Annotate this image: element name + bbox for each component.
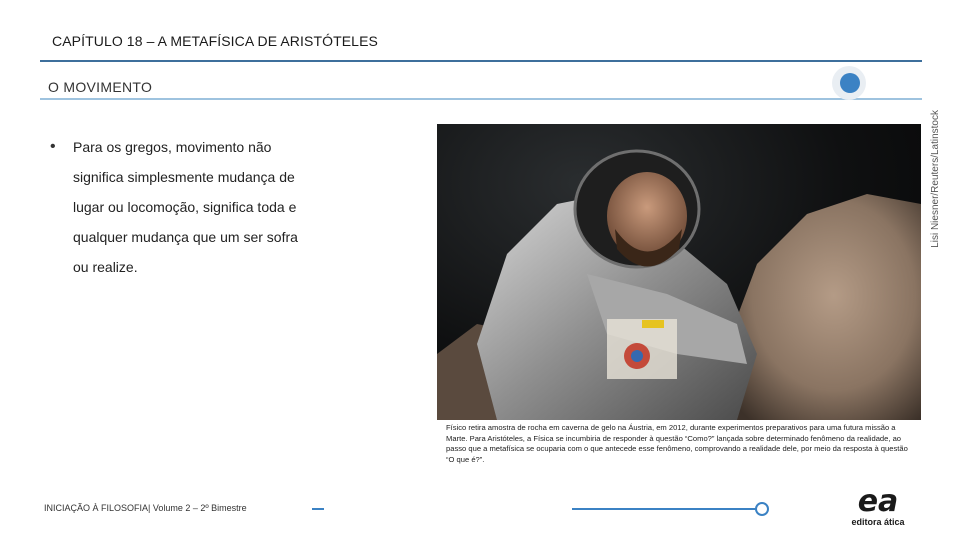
bullet-line: lugar ou locomoção, significa toda e (73, 199, 297, 215)
bullet-line: Para os gregos, movimento não (73, 139, 272, 155)
footer-line (312, 508, 324, 510)
bullet-line: qualquer mudança que um ser sofra (73, 229, 298, 245)
bullet-icon: • (50, 138, 56, 155)
header-rule (40, 60, 922, 62)
bag-patch-center (631, 350, 643, 362)
photo-caption: Físico retira amostra de rocha em caverna de gelo na Áustria, em 2012, durante experimentos preparativos para uma futura missão a Marte. Para Aristóteles, a Física se incumbiria de responder à questão “Como?” lançada sobre determinado fenômeno da realidade, ao passo que a metafísica se ocuparia com o que antecede esse fenômeno, comprovando a realidade dele, por meio da resposta à questão “O que é?”. (446, 423, 908, 464)
bullet-list (52, 132, 352, 282)
logo-mark: ea (857, 484, 899, 517)
photo-credit: Lisi Niesner/Reuters/Latinstock (930, 110, 941, 248)
bullet-line: significa simplesmente mudança de (73, 169, 295, 185)
footer-text: INICIAÇÃO À FILOSOFIA| Volume 2 – 2º Bimestre (44, 503, 247, 513)
section-rule (40, 98, 922, 100)
footer-ring-icon (755, 502, 769, 516)
bullet-line: ou realize. (73, 259, 138, 275)
cave-photo-illustration (437, 124, 921, 420)
logo-label: editora ática (851, 517, 905, 527)
editora-logo (843, 483, 913, 533)
yellow-tag (642, 320, 664, 328)
cave-photo (437, 124, 921, 420)
decorative-circle-inner (840, 73, 860, 93)
decorative-circle-icon (832, 66, 866, 100)
footer-line (572, 508, 762, 510)
section-title: O MOVIMENTO (48, 79, 153, 95)
cave-rock-right (727, 194, 921, 420)
chapter-title: CAPÍTULO 18 – A METAFÍSICA DE ARISTÓTELES (52, 33, 378, 49)
ea-logo-icon (843, 483, 913, 517)
